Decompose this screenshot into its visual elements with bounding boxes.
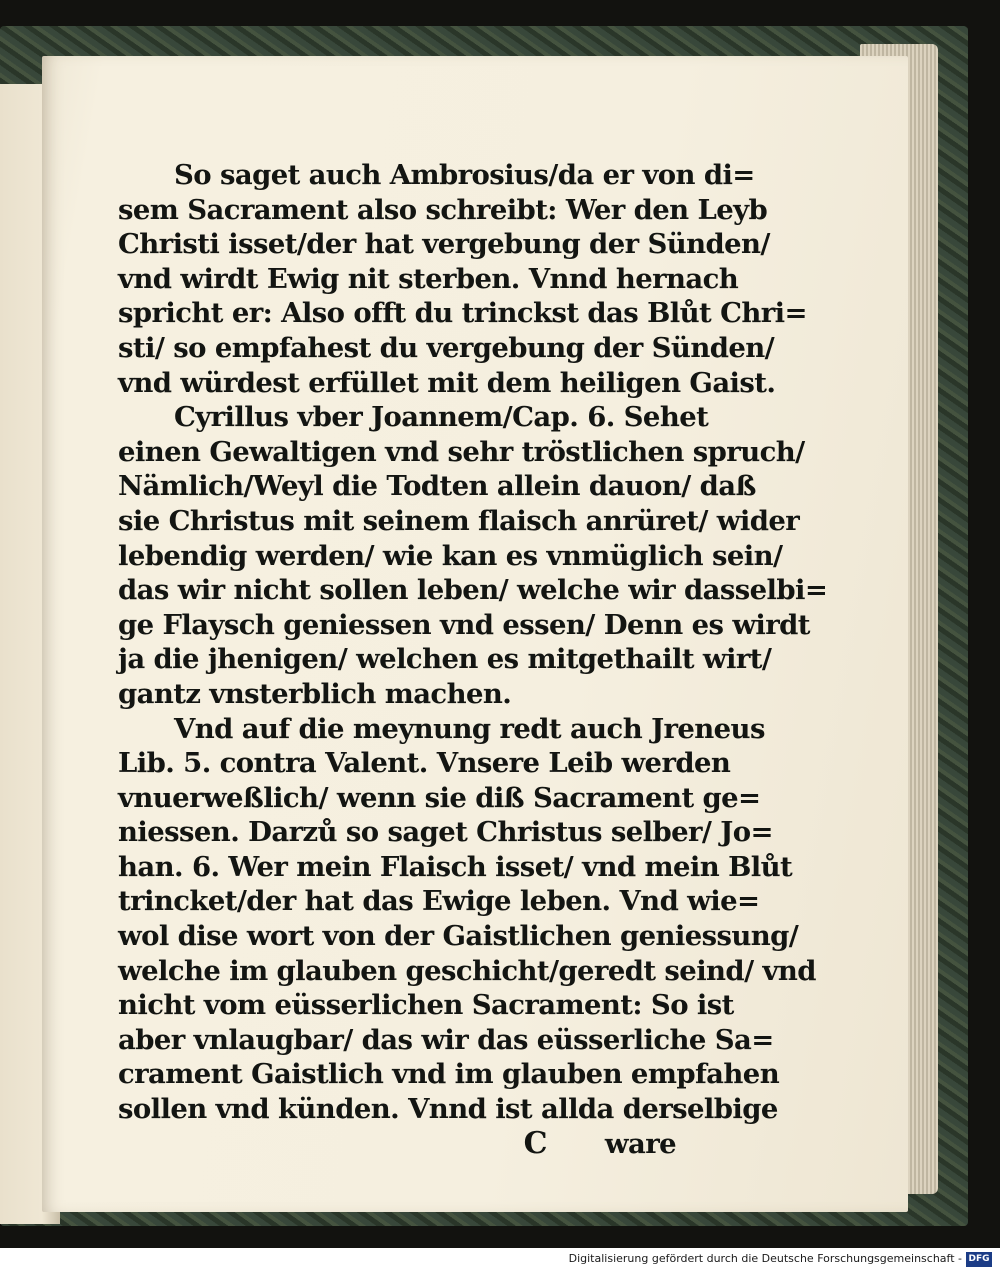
text-line: Lib. 5. contra Valent. Vnsere Leib werden	[118, 747, 731, 780]
text-line: sollen vnd künden. Vnnd ist allda derselbige	[118, 1093, 778, 1126]
text-line: nicht vom eüsserlichen Sacrament: So ist	[118, 989, 734, 1022]
text-line: sti/ so empfahest du vergebung der Sünden/	[118, 331, 775, 364]
text-line: aber vnlaugbar/ das wir das eüsserliche Sa=	[118, 1023, 774, 1056]
text-line: So saget auch Ambrosius/da er von di=	[174, 159, 755, 191]
text-line: vnd wirdt Ewig nit sterben. Vnnd hernach	[118, 262, 739, 295]
text-line: Vnd auf die meynung redt auch Jreneus	[174, 712, 765, 745]
text-line: vnd würdest erfüllet mit dem heiligen Gaist.	[118, 366, 776, 399]
funding-credit: Digitalisierung gefördert durch die Deutsche Forschungsgemeinschaft -	[568, 1252, 962, 1265]
text-line: crament Gaistlich vnd im glauben empfahen	[118, 1058, 780, 1091]
text-line: sem Sacrament also schreibt: Wer den Leyb	[118, 193, 768, 226]
text-line: das wir nicht sollen leben/ welche wir dasselbi=	[118, 574, 828, 607]
credit-bar	[0, 1248, 1000, 1271]
dfg-logo-icon: DFG	[966, 1252, 992, 1267]
text-line: lebendig werden/ wie kan es vnmüglich sein/	[118, 539, 783, 572]
text-line: sie Christus mit seinem flaisch anrüret/ wider	[118, 504, 800, 537]
signature-mark: C	[523, 1125, 547, 1161]
text-line: ge Flaysch geniessen vnd essen/ Denn es wirdt	[118, 608, 810, 641]
text-line: spricht er: Also offt du trinckst das Blůt Chri=	[118, 297, 807, 330]
text-line: gantz vnsterblich machen.	[118, 677, 512, 710]
text-line: Christi isset/der hat vergebung der Sünden/	[118, 228, 770, 261]
text-line: trincket/der hat das Ewige leben. Vnd wie=	[118, 885, 760, 918]
text-line: vnuerweßlich/ wenn sie diß Sacrament ge=	[118, 781, 761, 814]
page-footer	[118, 1127, 680, 1162]
text-line: niessen. Darzů so saget Christus selber/ Jo=	[118, 816, 773, 849]
text-line: wol dise wort von der Gaistlichen geniessung/	[118, 920, 799, 953]
text-line: welche im glauben geschicht/geredt seind/ vnd	[118, 954, 816, 987]
text-line: han. 6. Wer mein Flaisch isset/ vnd mein Blůt	[118, 850, 793, 883]
text-line: einen Gewaltigen vnd sehr tröstlichen spruch/	[118, 435, 805, 468]
text-line: Nämlich/Weyl die Todten allein dauon/ daß	[118, 470, 756, 503]
text-line: Cyrillus vber Joannem/Cap. 6. Sehet	[174, 401, 709, 434]
text-line: ja die jhenigen/ welchen es mitgethailt wirt/	[118, 643, 772, 676]
page-text	[118, 158, 828, 1161]
catchword: ware	[604, 1127, 676, 1160]
